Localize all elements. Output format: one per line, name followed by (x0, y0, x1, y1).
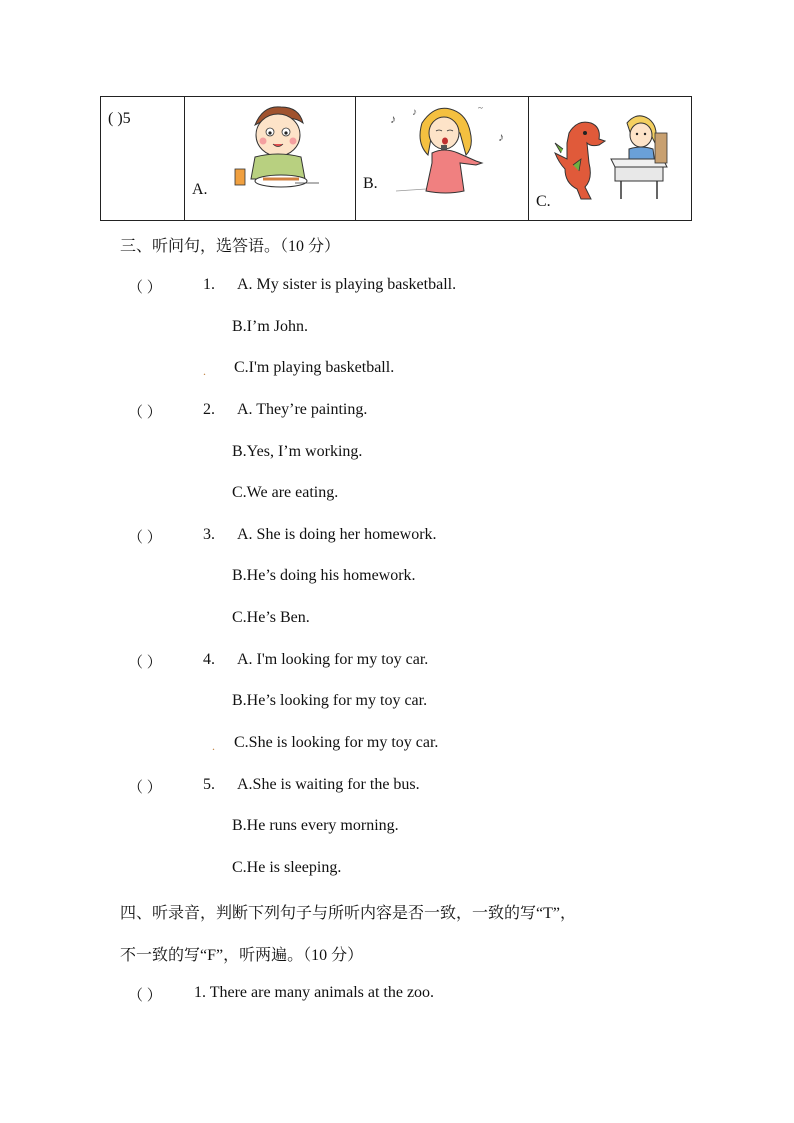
q4-option-b: B.He’s looking for my toy car. (232, 692, 428, 709)
section-3-heading: 三、听问句，选答语。（10 分） (120, 238, 341, 255)
svg-text:♪: ♪ (412, 107, 417, 118)
boy-eating-picture (233, 103, 323, 195)
section-4-heading-line-2: 不一致的写“F”，听两遍。（10 分） (120, 947, 364, 964)
s4-q1-answer-blank: （ ） (128, 988, 162, 1004)
section-4-heading-line-1: 四、听录音，判断下列句子与所听内容是否一致，一致的写“T”， (120, 905, 576, 922)
option-b-label: B. (363, 175, 378, 192)
q2-option-a: A. They’re painting. (237, 401, 368, 418)
decorative-dot: . (212, 739, 215, 753)
svg-text:♪: ♪ (390, 112, 396, 126)
q4-option-a: A. I'm looking for my toy car. (237, 651, 429, 668)
dinosaur-and-girl-at-desk-picture (551, 113, 669, 203)
svg-text:~: ~ (478, 103, 483, 113)
q3-option-c: C.He’s Ben. (232, 609, 310, 626)
q1-option-b: B.I’m John. (232, 318, 308, 335)
q4-number: 4. (203, 651, 215, 668)
q1-number: 1. (203, 276, 215, 293)
option-a-label: A. (192, 181, 208, 198)
q2-option-b: B.Yes, I’m working. (232, 443, 363, 460)
q5-answer-blank: （ ） (128, 780, 162, 796)
q4-answer-blank: （ ） (128, 655, 162, 671)
option-c-cell (529, 97, 692, 221)
q2-option-c: C.We are eating. (232, 484, 339, 501)
q2-answer-blank: （ ） (128, 405, 162, 421)
question-5-cell (101, 97, 185, 221)
q5-option-c: C.He is sleeping. (232, 859, 342, 876)
question-5-label: ( )5 (108, 110, 131, 127)
q1-option-c: C.I'm playing basketball. (234, 359, 395, 376)
q3-number: 3. (203, 526, 215, 543)
q5-option-b: B.He runs every morning. (232, 817, 399, 834)
q2-number: 2. (203, 401, 215, 418)
option-b-cell (356, 97, 529, 221)
decorative-dot: . (203, 364, 206, 378)
option-a-cell (185, 97, 356, 221)
q3-answer-blank: （ ） (128, 530, 162, 546)
girl-singing-picture (386, 103, 516, 195)
q5-number: 5. (203, 776, 215, 793)
q5-option-a: A.She is waiting for the bus. (237, 776, 420, 793)
q4-option-c: C.She is looking for my toy car. (234, 734, 439, 751)
q3-option-a: A. She is doing her homework. (237, 526, 437, 543)
picture-question-table (100, 96, 692, 221)
q1-answer-blank: （ ） (128, 280, 162, 296)
svg-text:♪: ♪ (498, 130, 504, 144)
q3-option-b: B.He’s doing his homework. (232, 567, 416, 584)
q1-option-a: A. My sister is playing basketball. (237, 276, 457, 293)
s4-q1-text: 1. There are many animals at the zoo. (194, 984, 435, 1001)
option-c-label: C. (536, 193, 551, 210)
